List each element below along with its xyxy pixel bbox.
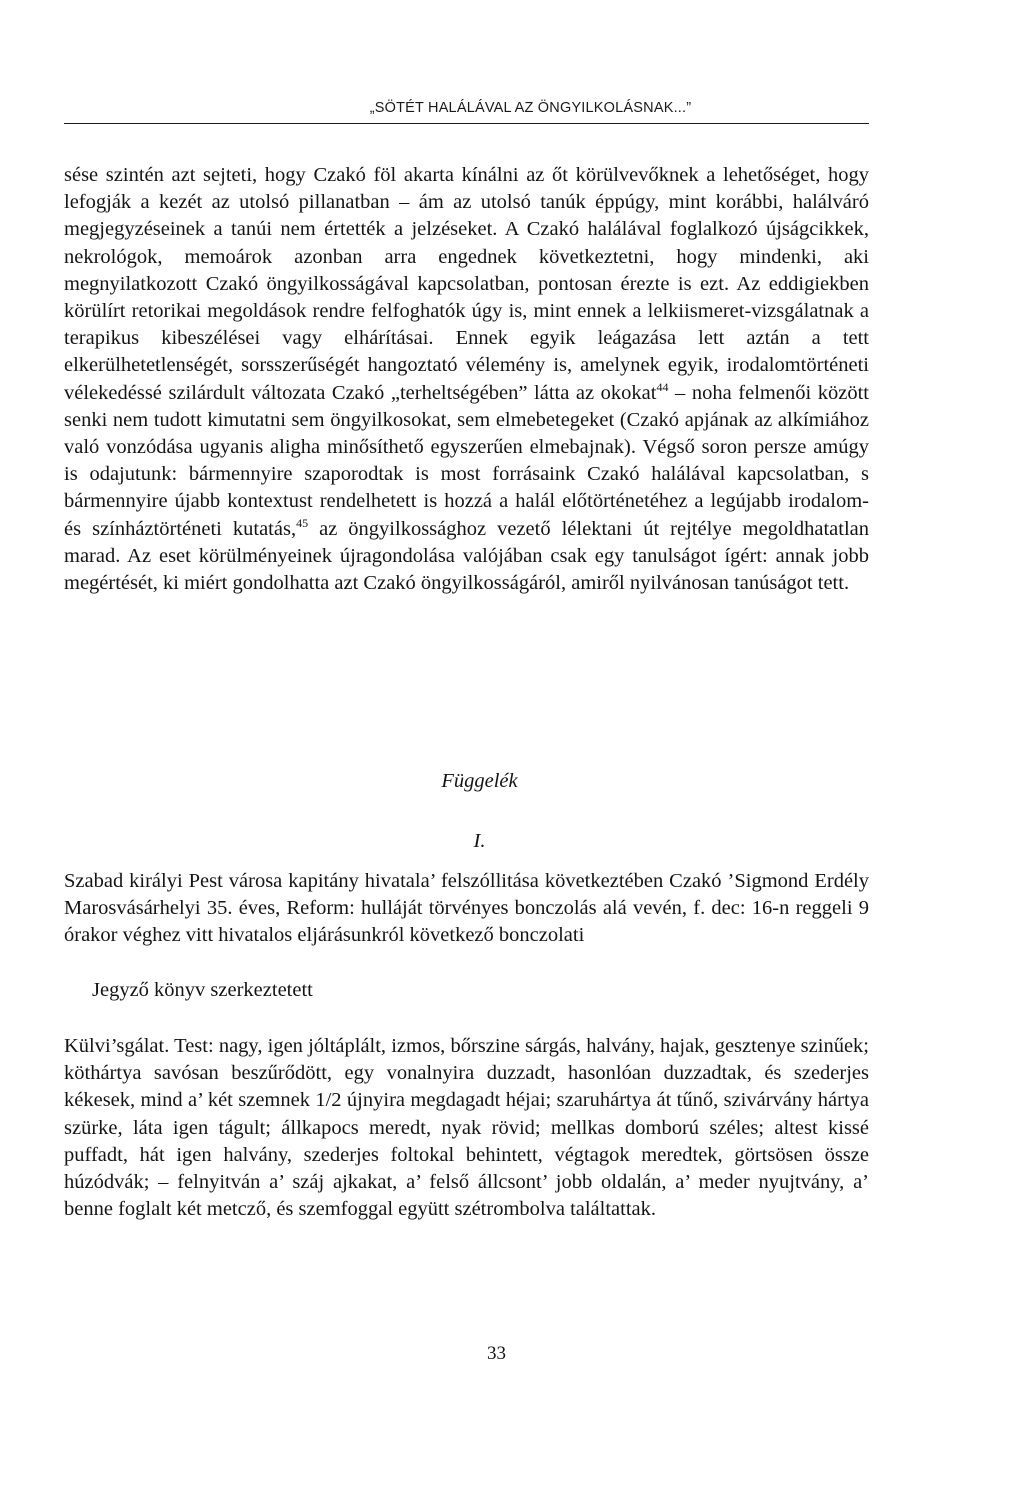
document-page	[64, 0, 869, 1503]
running-head	[64, 100, 869, 116]
page-number	[64, 1343, 869, 1365]
appendix-section-number	[64, 830, 869, 853]
page-number-text: 33	[487, 1343, 506, 1364]
main-paragraph-part-2: – noha felmenői között senki nem tudott kimutatni sem öngyilkosokat, sem elmebetegeket (Czakó apjának az alkímiához való vonzódása ugyanis aligha minősíthető egyszerűen elmebajnak). Végső soron persze amúgy is odajutunk: bármennyire szaporodtak is most forrásaink Czakó halálával kapcsolatban, s bármennyire újabb kontextust rendelhetett is hozzá a halál előtörténetéhez a legújabb irodalom- és színháztörténeti kutatás,	[64, 381, 869, 540]
appendix-intro-paragraph: Szabad királyi Pest városa kapitány hivatala’ felszóllitása következtében Czakó ’Sigmond Erdély Marosvásárhelyi 35. éves, Reform: hulláját törvényes bonczolás alá vevén, f. dec: 16-n reggeli 9 órakor véghez vitt hivatalos eljárásunkról következő bonczolati	[64, 870, 869, 947]
main-paragraph-part-1: sése szintén azt sejteti, hogy Czakó föl akarta kínálni az őt körülvevőknek a lehetőséget, hogy lefogják a kezét az utolsó pillanatban – ám az utolsó tanúk éppúgy, mint korábbi, halálváró megjegyzéseinek a tanúi nem értették a jelzéseket. A Czakó halálával foglalkozó újságcikkek, nekrológok, memoárok azonban arra engednek következtetni, hogy mindenki, aki megnyilatkozott Czakó öngyilkosságával kapcsolatban, pontosan érezte is ezt. Az eddigiekben körülírt retorikai megoldások rendre felfoghatók úgy is, mint ennek a lelkiismeret-vizsgálatnak a terapikus kibeszélései vagy elhárításai. Ennek egyik leágazása lett aztán a tett elkerülhetetlenségét, sorsszerűségét hangoztató vélemény is, amelynek egyik, irodalomtörténeti vélekedéssé szilárdult változata Czakó „terheltségében” látta az okokat	[64, 164, 869, 404]
appendix-intro-closing-line: Jegyző könyv szerkeztetett	[92, 979, 313, 1001]
appendix-heading	[64, 770, 869, 793]
main-paragraph-part-3: az öngyilkossághoz vezető lélektani út rejtélye megoldhatatlan marad. Az eset körülményeinek újragondolása valójában csak egy tanulságot ígért: annak jobb megértését, ki miért gondolhatta azt Czakó öngyilkosságáról, amiről nyilvánosan tanúságot tett.	[64, 517, 870, 595]
footnote-ref-45: 45	[296, 515, 309, 530]
appendix-heading-text: Függelék	[441, 770, 518, 792]
main-paragraph	[64, 162, 869, 597]
header-rule	[64, 123, 869, 124]
running-head-text: „SÖTÉT HALÁLÁVAL AZ ÖNGYILKOLÁSNAK...”	[369, 100, 692, 116]
footnote-ref-44: 44	[656, 379, 669, 394]
appendix-body-paragraph: Külvi’sgálat. Test: nagy, igen jóltáplált, izmos, bőrszine sárgás, halvány, hajak, gesztenye szinűek; köthártya savósan beszűrődött, egy vonalnyira duzzadt, hasonlóan duzzadtak, és szederjes kékesek, mind a’ két szemnek 1/2 újnyira megdagadt héjai; szaruhártya át tűnő, szivárvány hártya szürke, láta igen tágult; állkapocs meredt, nyak rövid; mellkas domború széles; altest kissé puffadt, hát igen halvány, szederjes foltokal behintett, végtagok meredtek, görtsösen össze húzódvák; – felnyitván a’ száj ajkakat, a’ felső állcsont’ jobb oldalán, a’ meder nyujtvány, a’ benne foglalt két metcző, és szemfoggal együtt szétrombolva találtattak.	[64, 1035, 869, 1221]
appendix-section-number-text: I.	[473, 830, 486, 852]
